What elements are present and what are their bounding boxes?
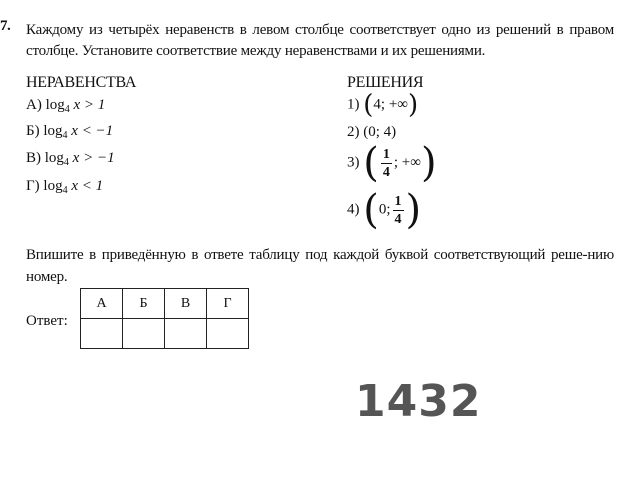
close-paren: ) xyxy=(420,140,437,186)
answer-column-g: Г xyxy=(207,289,249,319)
answer-cell-v[interactable] xyxy=(165,319,207,349)
inequality-g xyxy=(26,177,103,197)
answer-cell-g[interactable] xyxy=(207,319,249,349)
log-base: 4 xyxy=(62,185,68,196)
answer-column-v: В xyxy=(165,289,207,319)
inequality-letter: Б) xyxy=(26,123,40,139)
inequality-letter: Г) xyxy=(26,178,40,194)
log-function: log xyxy=(45,97,65,113)
inequalities-header: НЕРАВЕНСТВА xyxy=(26,74,137,91)
fraction xyxy=(381,147,392,180)
solution-interval: 4; +∞ xyxy=(373,96,408,113)
solution-interval-rest: ; +∞ xyxy=(393,154,421,171)
solution-2 xyxy=(347,124,396,141)
log-base: 4 xyxy=(62,130,68,141)
answer-column-b: Б xyxy=(123,289,165,319)
answer-input-row xyxy=(81,319,249,349)
inequality-v xyxy=(26,149,115,169)
inequality-expression: x < 1 xyxy=(71,178,104,194)
answer-cell-a[interactable] xyxy=(81,319,123,349)
fraction-numerator: 1 xyxy=(394,193,402,209)
log-function: log xyxy=(43,123,63,139)
solution-number: 3) xyxy=(347,154,360,171)
log-base: 4 xyxy=(63,157,69,168)
answer-cell-b[interactable] xyxy=(123,319,165,349)
solution-4 xyxy=(347,187,422,233)
fraction xyxy=(393,194,404,227)
solution-1 xyxy=(347,92,418,118)
answer-result: 1432 xyxy=(355,376,482,427)
log-base: 4 xyxy=(64,104,70,115)
solution-3 xyxy=(347,140,437,186)
inequality-expression: x < −1 xyxy=(71,123,114,139)
fraction-numerator: 1 xyxy=(382,146,390,162)
solutions-header: РЕШЕНИЯ xyxy=(347,74,424,91)
inequality-letter: А) xyxy=(26,97,42,113)
inequality-b xyxy=(26,122,113,142)
log-function: log xyxy=(43,178,63,194)
open-paren: ( xyxy=(363,140,379,186)
solution-interval-prefix: 0; xyxy=(378,201,391,218)
solution-number: 4) xyxy=(347,201,360,218)
question-intro: Каждому из четырёх неравенств в левом столбце соответствует одно из решений в правом столбце. Установите соответствие между неравенствами и их решениями. xyxy=(26,22,614,59)
solution-number: 2) xyxy=(347,124,360,140)
answer-table xyxy=(80,288,249,349)
solution-number: 1) xyxy=(347,96,360,113)
answer-label: Ответ: xyxy=(26,313,68,329)
fraction-denominator: 4 xyxy=(394,211,402,227)
fraction-denominator: 4 xyxy=(382,164,390,180)
close-paren: ) xyxy=(405,187,422,233)
open-paren: ( xyxy=(363,187,379,233)
instruction-text: Впишите в приведённую в ответе таблицу под каждой буквой соответствующий реше-нию номер. xyxy=(26,247,614,285)
log-function: log xyxy=(44,150,64,166)
inequality-expression: x > −1 xyxy=(72,150,115,166)
question-number: 7. xyxy=(0,18,11,34)
answer-header-row xyxy=(81,289,249,319)
inequality-a xyxy=(26,96,105,116)
close-paren: ) xyxy=(407,90,419,120)
solution-interval: (0; 4) xyxy=(363,124,397,140)
open-paren: ( xyxy=(363,90,374,120)
answer-column-a: А xyxy=(81,289,123,319)
inequality-expression: x > 1 xyxy=(73,97,106,113)
inequality-letter: В) xyxy=(26,150,41,166)
